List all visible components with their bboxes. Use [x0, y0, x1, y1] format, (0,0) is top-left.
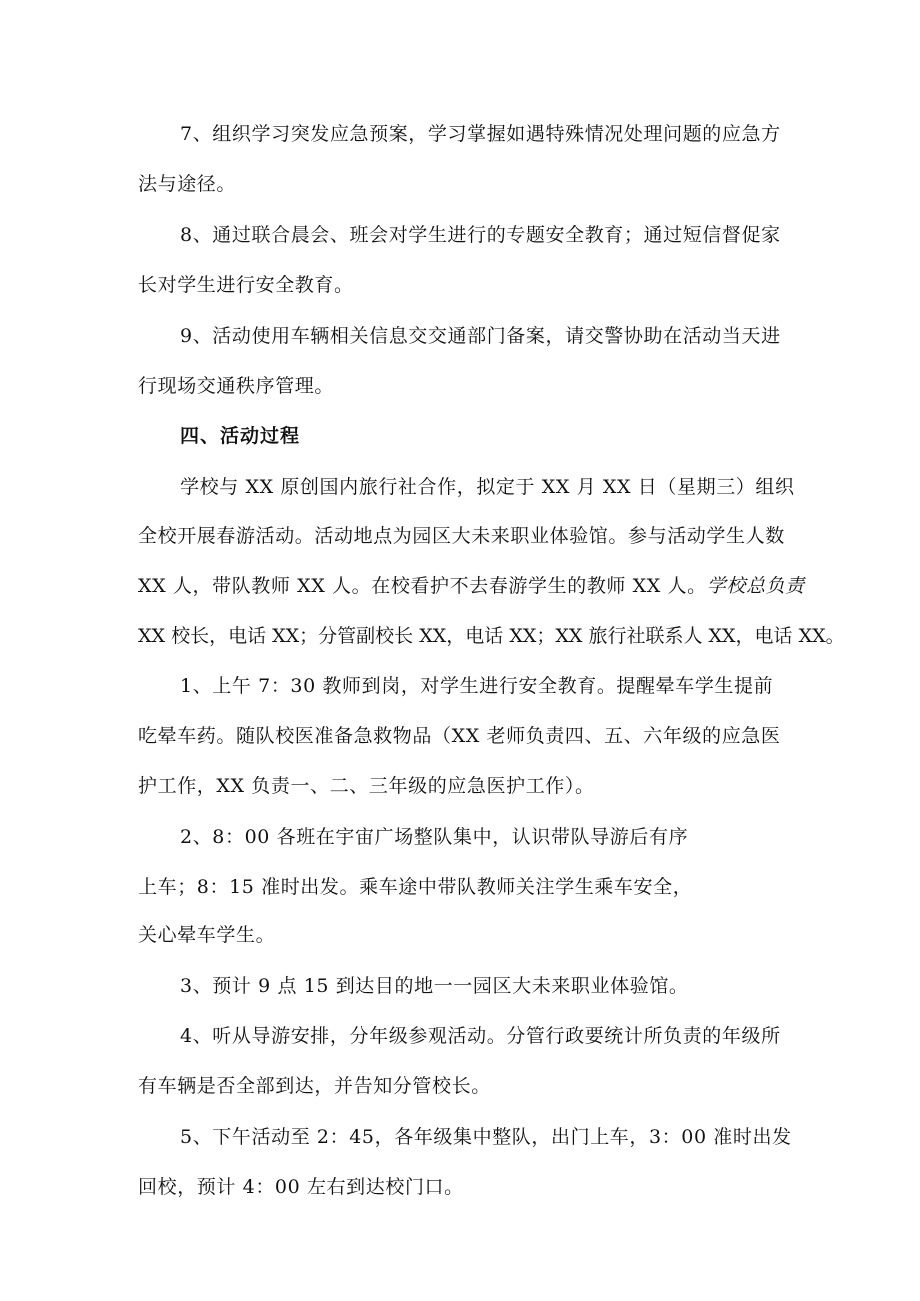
- step-2-line-2: 上车；8：15 准时出发。乘车途中带队教师关注学生乘车安全，: [138, 876, 693, 898]
- step-1-line-1: 1、上午 7：30 教师到岗，对学生进行安全教育。提醒晕车学生提前: [180, 675, 774, 697]
- item-9-line-1: 9、活动使用车辆相关信息交交通部门备案，请交警协助在活动当天进: [180, 325, 781, 347]
- intro-line-2: 全校开展春游活动。活动地点为园区大未来职业体验馆。参与活动学生人数: [138, 525, 785, 547]
- step-5-line-1: 5、下午活动至 2：45，各年级集中整队，出门上车，3：00 准时出发: [180, 1126, 792, 1148]
- item-8-line-2: 长对学生进行安全教育。: [138, 274, 354, 296]
- item-7-line-1: 7、组织学习突发应急预案，学习掌握如遇特殊情况处理问题的应急方: [180, 123, 781, 145]
- step-3-line-1: 3、预计 9 点 15 到达目的地一一园区大未来职业体验馆。: [180, 975, 689, 997]
- intro-line-3-text: XX 人，带队教师 XX 人。在校看护不去春游学生的教师 XX 人。: [138, 575, 707, 597]
- intro-line-3-italic: 学校总负责: [706, 575, 805, 597]
- item-8-line-1: 8、通过联合晨会、班会对学生进行的专题安全教育；通过短信督促家: [180, 224, 781, 246]
- item-9-line-2: 行现场交通秩序管理。: [138, 375, 335, 397]
- step-1-line-2: 吃晕车药。随队校医准备急救物品（XX 老师负责四、五、六年级的应急医: [138, 725, 781, 747]
- step-2-line-3: 关心晕车学生。: [138, 924, 276, 946]
- intro-line-4: XX 校长，电话 XX；分管副校长 XX，电话 XX；XX 旅行社联系人 XX，电话 XX。: [138, 625, 845, 647]
- step-2-line-1: 2、8：00 各班在宇宙广场整队集中，认识带队导游后有序: [180, 826, 689, 848]
- item-7-line-2: 法与途径。: [138, 173, 237, 195]
- intro-line-1: 学校与 XX 原创国内旅行社合作，拟定于 XX 月 XX 日（星期三）组织: [180, 476, 795, 498]
- step-4-line-2: 有车辆是否全部到达，并告知分管校长。: [138, 1075, 491, 1097]
- section-heading: 四、活动过程: [180, 425, 301, 447]
- step-4-line-1: 4、听从导游安排，分年级参观活动。分管行政要统计所负责的年级所: [180, 1025, 781, 1047]
- step-5-line-2: 回校，预计 4：00 左右到达校门口。: [138, 1176, 464, 1198]
- intro-line-3: [138, 572, 805, 600]
- step-1-line-3: 护工作，XX 负责一、二、三年级的应急医护工作）。: [138, 775, 595, 797]
